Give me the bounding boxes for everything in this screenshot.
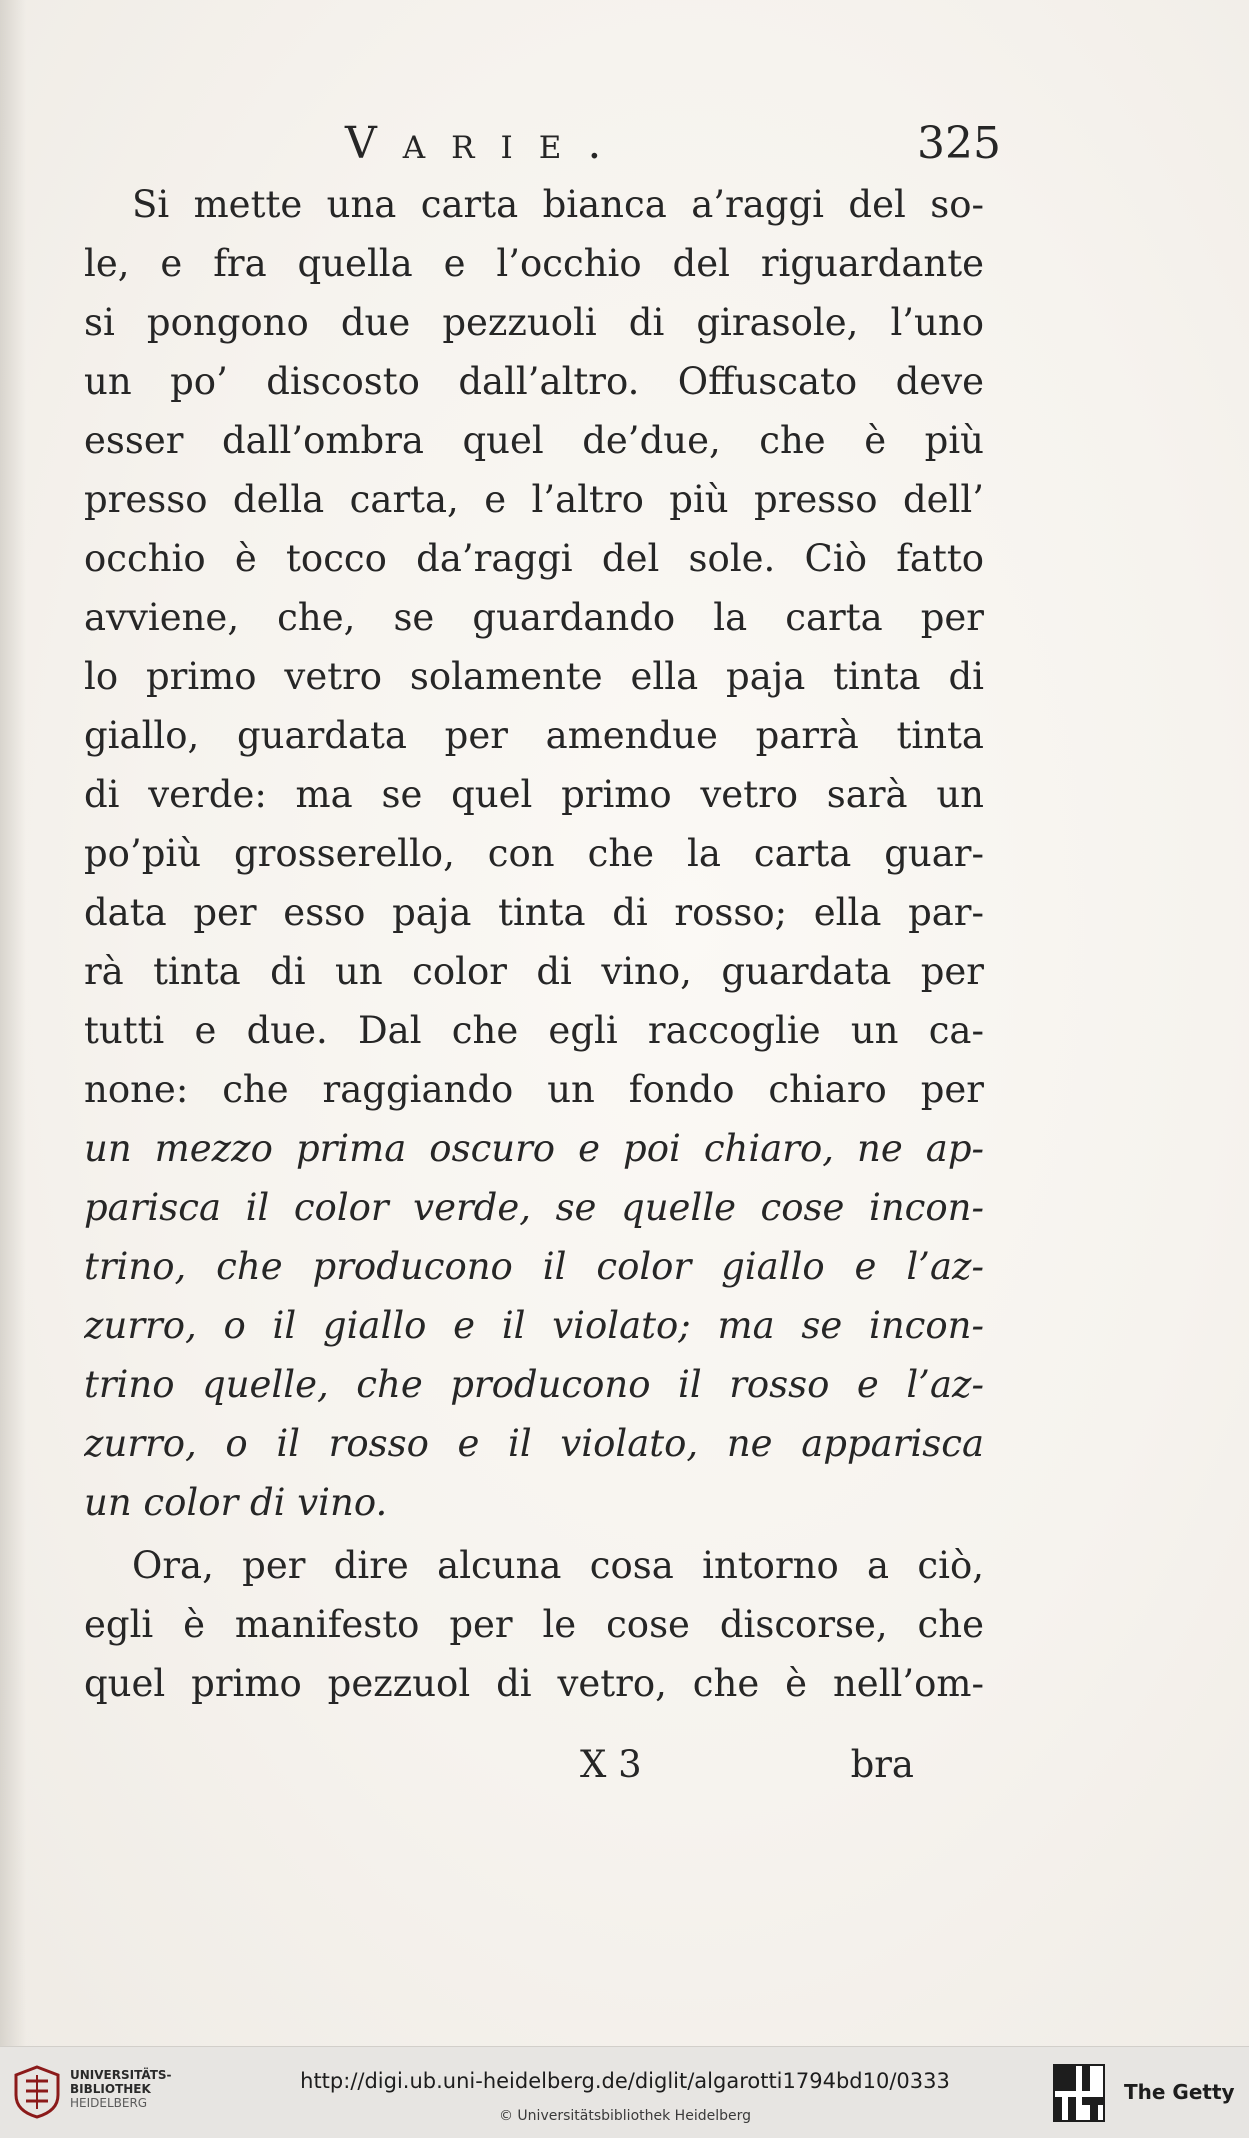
text-line-italic: zurro, o il giallo e il violato; ma se incon-	[84, 1304, 984, 1347]
text-line: giallo, guardata per amendue parrà tinta	[84, 714, 984, 757]
text-line: avviene, che, se guardando la carta per	[84, 596, 984, 639]
signature-mark: X 3	[580, 1743, 642, 1786]
text-line: rà tinta di un color di vino, guardata per	[84, 950, 984, 993]
text-line-italic: trino quelle, che producono il rosso e l’az-	[84, 1363, 984, 1406]
text-line: quel primo pezzuol di vetro, che è nell’om-	[84, 1662, 984, 1705]
viewer-footer	[0, 2046, 1249, 2138]
text-line-italic: zurro, o il rosso e il violato, ne apparisca	[84, 1422, 984, 1465]
text-line: none: che raggiando un fondo chiaro per	[84, 1068, 984, 1111]
partner-name: The Getty	[1124, 2080, 1235, 2104]
text-line: di verde: ma se quel primo vetro sarà un	[84, 773, 984, 816]
university-seal-icon	[14, 2065, 60, 2119]
text-line-italic: parisca il color verde, se quelle cose incon-	[84, 1186, 984, 1229]
page-header	[345, 118, 1001, 178]
text-line-italic: trino, che producono il color giallo e l’az-	[84, 1245, 984, 1288]
text-line: occhio è tocco da’raggi del sole. Ciò fatto	[84, 537, 984, 580]
copyright-notice: © Universitätsbibliothek Heidelberg	[498, 2108, 751, 2124]
text-line-italic: un color di vino.	[84, 1481, 388, 1524]
text-line: Ora, per dire alcuna cosa intorno a ciò,	[132, 1544, 984, 1587]
text-line: le, e fra quella e l’occhio del riguardante	[84, 242, 984, 285]
university-name-line: HEIDELBERG	[70, 2096, 148, 2110]
text-line: si pongono due pezzuoli di girasole, l’uno	[84, 301, 984, 344]
text-line: esser dall’ombra quel de’due, che è più	[84, 419, 984, 462]
page-number: 325	[917, 118, 1001, 169]
text-line: data per esso paja tinta di rosso; ella par-	[84, 891, 984, 934]
university-name	[70, 2068, 172, 2110]
catchword: bra	[850, 1743, 914, 1786]
running-head: Varie.	[345, 118, 628, 169]
text-line-italic: un mezzo prima oscuro e poi chiaro, ne ap-	[84, 1127, 984, 1170]
text-line: Si mette una carta bianca a’raggi del so-	[132, 183, 984, 226]
text-line: po’più grosserello, con che la carta guar-	[84, 832, 984, 875]
text-line: un po’ discosto dall’altro. Offuscato deve	[84, 360, 984, 403]
university-name-line: UNIVERSITÄTS-	[70, 2068, 172, 2082]
text-line: tutti e due. Dal che egli raccoglie un ca-	[84, 1009, 984, 1052]
text-line: egli è manifesto per le cose discorse, che	[84, 1603, 984, 1646]
text-line: lo primo vetro solamente ella paja tinta di	[84, 655, 984, 698]
university-name-line: BIBLIOTHEK	[70, 2082, 151, 2096]
permalink-url[interactable]: http://digi.ub.uni-heidelberg.de/diglit/algarotti1794bd10/0333	[300, 2069, 950, 2093]
body-text	[84, 175, 984, 1713]
gutter-shadow	[0, 0, 26, 2046]
text-line: presso della carta, e l’altro più presso dell’	[84, 478, 984, 521]
page-foot	[84, 1735, 984, 1794]
getty-logo-icon	[1052, 2063, 1106, 2123]
